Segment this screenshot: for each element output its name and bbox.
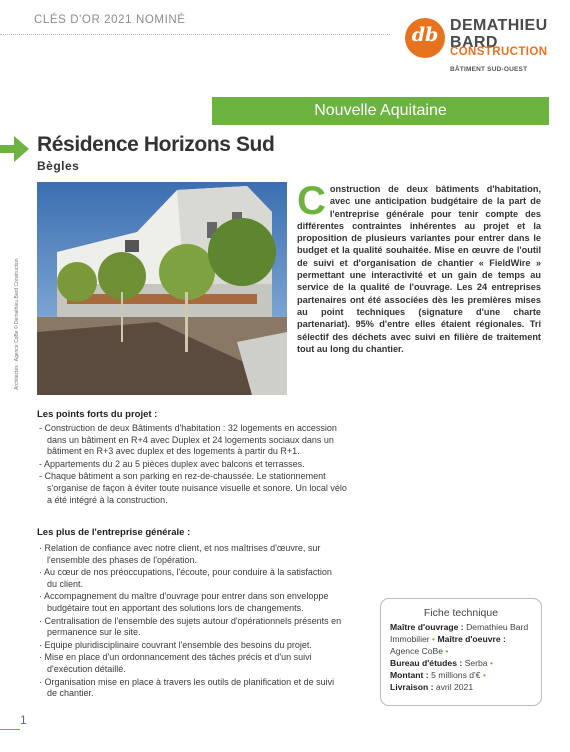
intro-paragraph [297,179,541,355]
photo-credit: Architectes : Agence CoBe © Demathieu Bard Construction [14,258,20,390]
logo-mark-text: db [411,24,439,46]
fiche-title: Fiche technique [423,607,499,619]
moe-value: Agence CoBe [390,646,444,656]
points-forts-title: Les points forts du projet : [37,409,158,420]
livraison-label: Livraison : [390,682,434,692]
be-label: Bureau d'études : [390,658,463,668]
separator-dot: • [489,658,493,668]
page-number: 1 [20,713,27,727]
project-city: Bègles [37,159,80,173]
arrow-icon [0,132,30,166]
intro-text: onstruction de deux bâtiments d'habitation, avec une anticipation budgétaire de la part de l'entreprise générale pour tenir compte des différentes contraintes inhérentes au projet et la proposition de plusieurs variantes pour entrer dans le budget et la qualité souhaitée. Mise en œuvre de l'outil de suivi et d'organisation de chantier « FieldWire » permettant une interactivité et un gain de temps au service de la qualité de l'ouvrage. Les 24 entreprises partenaires ont été associées dès les premières mises au point techniques (signature d'une charte partenariat). 95% d'entre elles étaient régionales. Tri sélectif des déchets avec suivi en filière de traitement tout au long du chantier. [297,184,541,354]
list-item: · Equipe pluridisciplinaire couvrant l'ensemble des besoins du projet. [39,639,312,650]
fiche-technique-box [380,598,542,706]
logo-line-2: BARD [450,34,498,51]
points-forts-list [37,423,349,507]
company-logo-mark [405,18,445,58]
header-label: CLÉS D'OR 2021 NOMINÉ [34,14,186,26]
list-item: · Mise en place d'un ordonnancement des tâches précis et d'un suivi d'exécution détaillé. [39,652,312,674]
list-item: · Organisation mise en place à travers les outils de planification et de suivi de chantier. [39,676,335,699]
plus-entreprise-title: Les plus de l'entreprise générale : [37,527,191,538]
region-label: Nouvelle Aquitaine [314,102,447,119]
list-item: · Relation de confiance avec notre client, et nos maîtrises d'œuvre, sur l'ensemble des phases de l'opération. [39,543,321,565]
logo-line-1: DEMATHIEU [450,17,548,34]
be-value: Serba [464,658,488,668]
separator-dot: • [482,670,486,680]
moa-value: Demathieu Bard Immobilier [390,622,529,644]
moa-label: Maître d'ouvrage : [390,622,464,632]
logo-line-3: CONSTRUCTION [450,46,548,58]
logo-subtitle: BÂTIMENT SUD-OUEST [450,66,528,73]
livraison-value: avril 2021 [435,682,474,692]
list-item: - Chaque bâtiment a son parking en rez-de-chaussée. Le stationnement s'organise de façon à éviter toute nuisance visuelle et sonore. Un local vélo a été intégré à la construction. [39,471,347,505]
region-banner [212,97,549,125]
separator-dot: • [445,646,449,656]
list-item: - Appartements du 2 au 5 pièces duplex avec balcons et terrasses. [39,458,305,469]
drop-cap: C [297,179,326,223]
list-item: · Accompagnement du maître d'ouvrage pour entrer dans son enveloppe budgétaire tout en apportant des solutions lors de changements. [39,591,329,613]
montant-label: Montant : [390,670,429,680]
list-item: - Construction de deux Bâtiments d'habitation : 32 logements en accession dans un bâtiment en R+4 avec Duplex et 24 logements sociaux dans un bâtiment en R+3 avec duplex et des logements à partir du R+1. [39,423,337,457]
header-divider [0,34,390,35]
list-item: · Centralisation de l'ensemble des sujets autour d'opérationnels présents en permanence sur le site. [39,615,342,638]
list-item: · Au cœur de nos préoccupations, l'écoute, pour conduire à la satisfaction du client. [39,567,332,589]
project-title: Résidence Horizons Sud [37,133,275,156]
building-photo [37,182,287,395]
moe-label: Maître d'oeuvre : [437,634,506,644]
separator-dot: • [432,634,436,644]
plus-entreprise-list [37,543,343,701]
fiche-body [390,621,535,693]
montant-value: 5 millions d'€ [431,670,481,680]
page-number-rule [0,729,20,730]
